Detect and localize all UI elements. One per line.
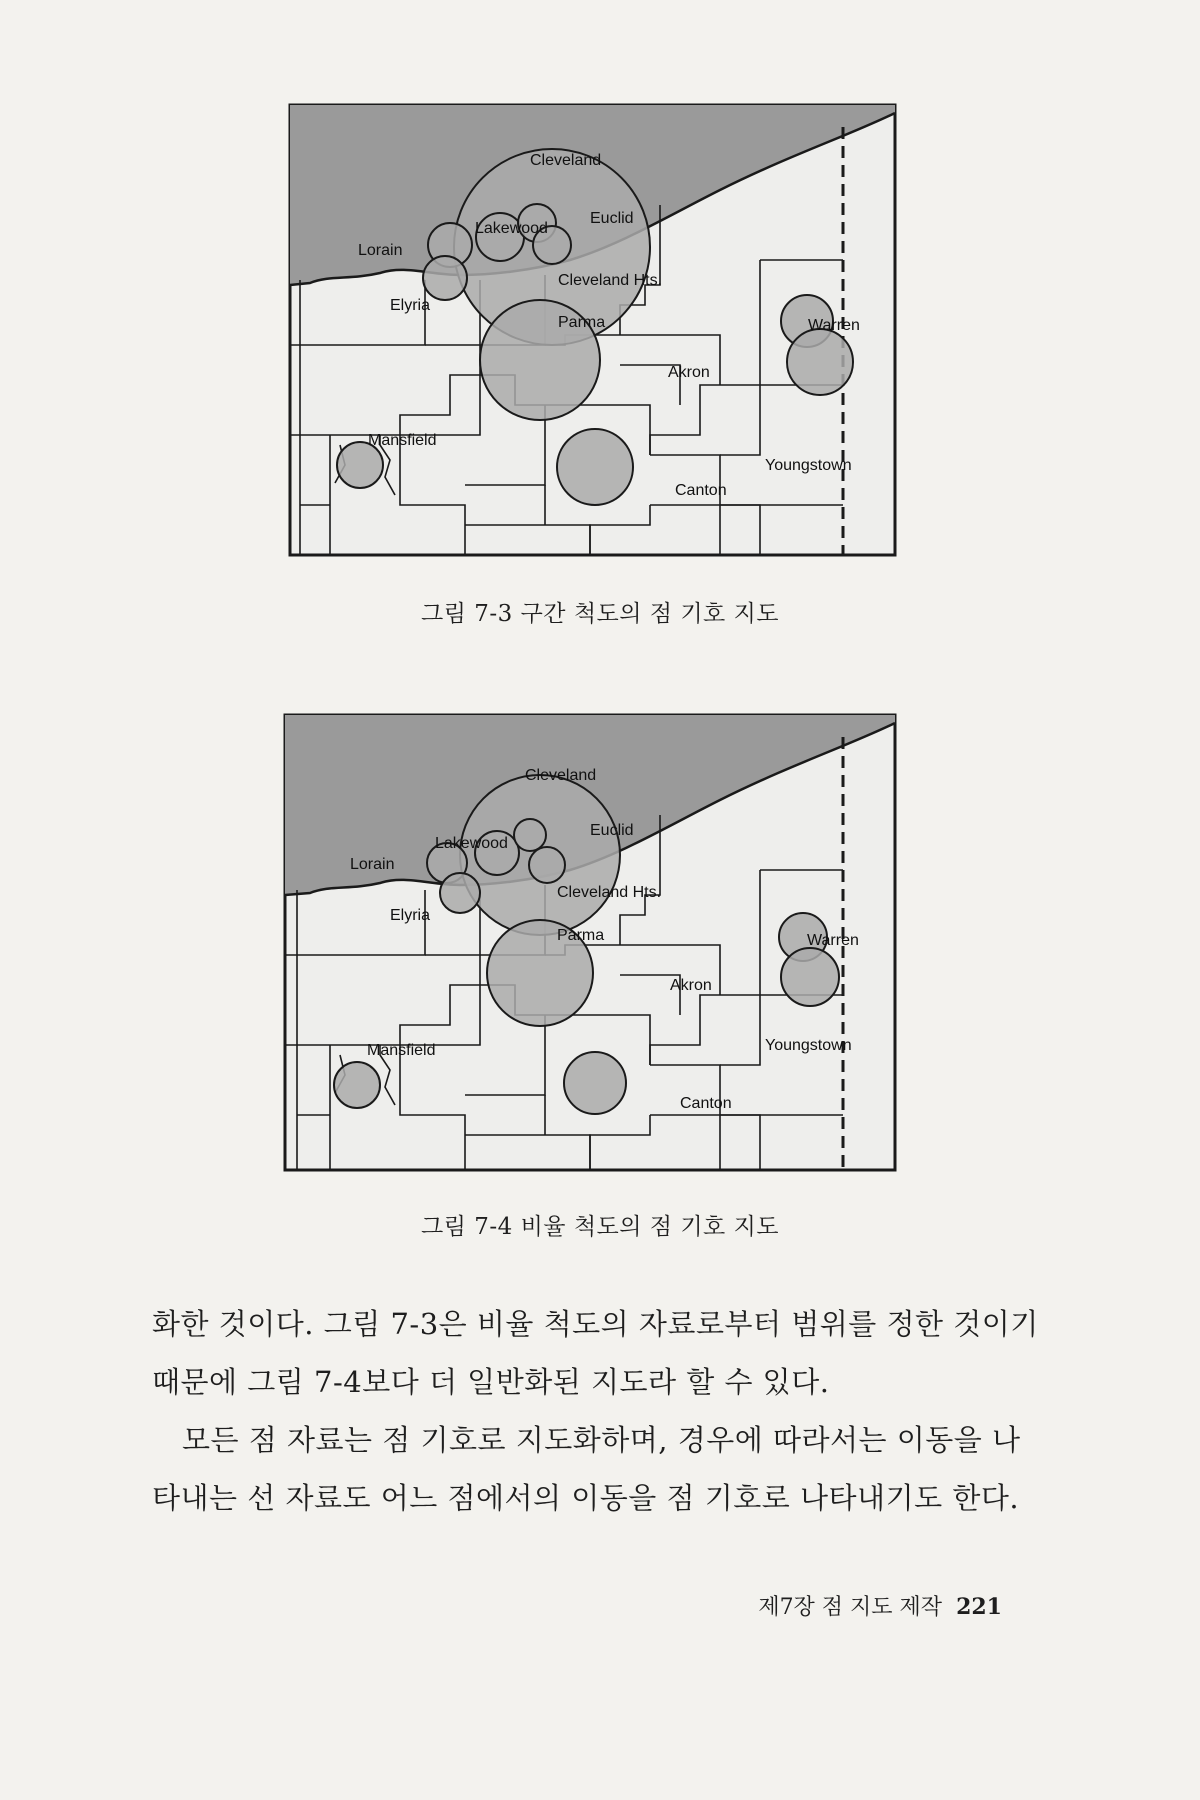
label-cleveland: Cleveland [525, 767, 597, 784]
label-euclid: Euclid [590, 210, 634, 227]
body-text [152, 1295, 1052, 1527]
label-lakewood: Lakewood [435, 835, 508, 852]
symbol-youngstown [787, 329, 853, 395]
symbol-elyria [423, 256, 467, 300]
label-lorain: Lorain [358, 242, 403, 259]
page-footer [758, 1590, 1002, 1621]
symbol-mansfield [334, 1062, 380, 1108]
body-line-3: 모든 점 자료는 점 기호로 지도화하며, 경우에 따라서는 이동을 나 [182, 1423, 1021, 1457]
label-elyria: Elyria [390, 297, 431, 314]
label-elyria: Elyria [390, 907, 431, 924]
label-warren: Warren [807, 932, 859, 949]
label-mansfield: Mansfield [367, 1042, 436, 1059]
label-canton: Canton [680, 1095, 732, 1112]
label-mansfield: Mansfield [368, 432, 437, 449]
label-lorain: Lorain [350, 856, 395, 873]
label-cleveland-hts: Cleveland Hts. [558, 272, 663, 289]
label-cleveland-hts: Cleveland Hts. [557, 884, 662, 901]
label-youngstown: Youngstown [765, 1037, 852, 1054]
label-akron: Akron [668, 364, 710, 381]
label-parma: Parma [557, 927, 605, 944]
label-akron: Akron [670, 977, 712, 994]
symbol-youngstown [781, 948, 839, 1006]
label-lakewood: Lakewood [475, 220, 548, 237]
label-youngstown: Youngstown [765, 457, 852, 474]
label-canton: Canton [675, 482, 727, 499]
symbol-canton [564, 1052, 626, 1114]
figure-7-4-map [285, 715, 895, 1170]
figure-7-3-map [290, 105, 895, 555]
body-line-4: 타내는 선 자료도 어느 점에서의 이동을 점 기호로 나타내기도 한다. [152, 1481, 1020, 1515]
figure-7-4-caption: 그림 7-4 비율 척도의 점 기호 지도 [420, 1214, 780, 1240]
symbol-canton [557, 429, 633, 505]
symbol-euclid [514, 819, 546, 851]
symbol-elyria [440, 873, 480, 913]
label-warren: Warren [808, 317, 860, 334]
running-footer-chapter: 제7장 점 지도 제작 [758, 1595, 943, 1620]
page-number: 221 [956, 1594, 1002, 1620]
label-parma: Parma [558, 314, 606, 331]
label-cleveland: Cleveland [530, 152, 602, 169]
label-euclid: Euclid [590, 822, 634, 839]
figure-7-3-caption: 그림 7-3 구간 척도의 점 기호 지도 [420, 601, 780, 627]
symbol-cleveland-hts [529, 847, 565, 883]
body-line-2: 때문에 그림 7-4보다 더 일반화된 지도라 할 수 있다. [152, 1365, 830, 1399]
body-line-1: 화한 것이다. 그림 7-3은 비율 척도의 자료로부터 범위를 정한 것이기 [152, 1307, 1039, 1341]
